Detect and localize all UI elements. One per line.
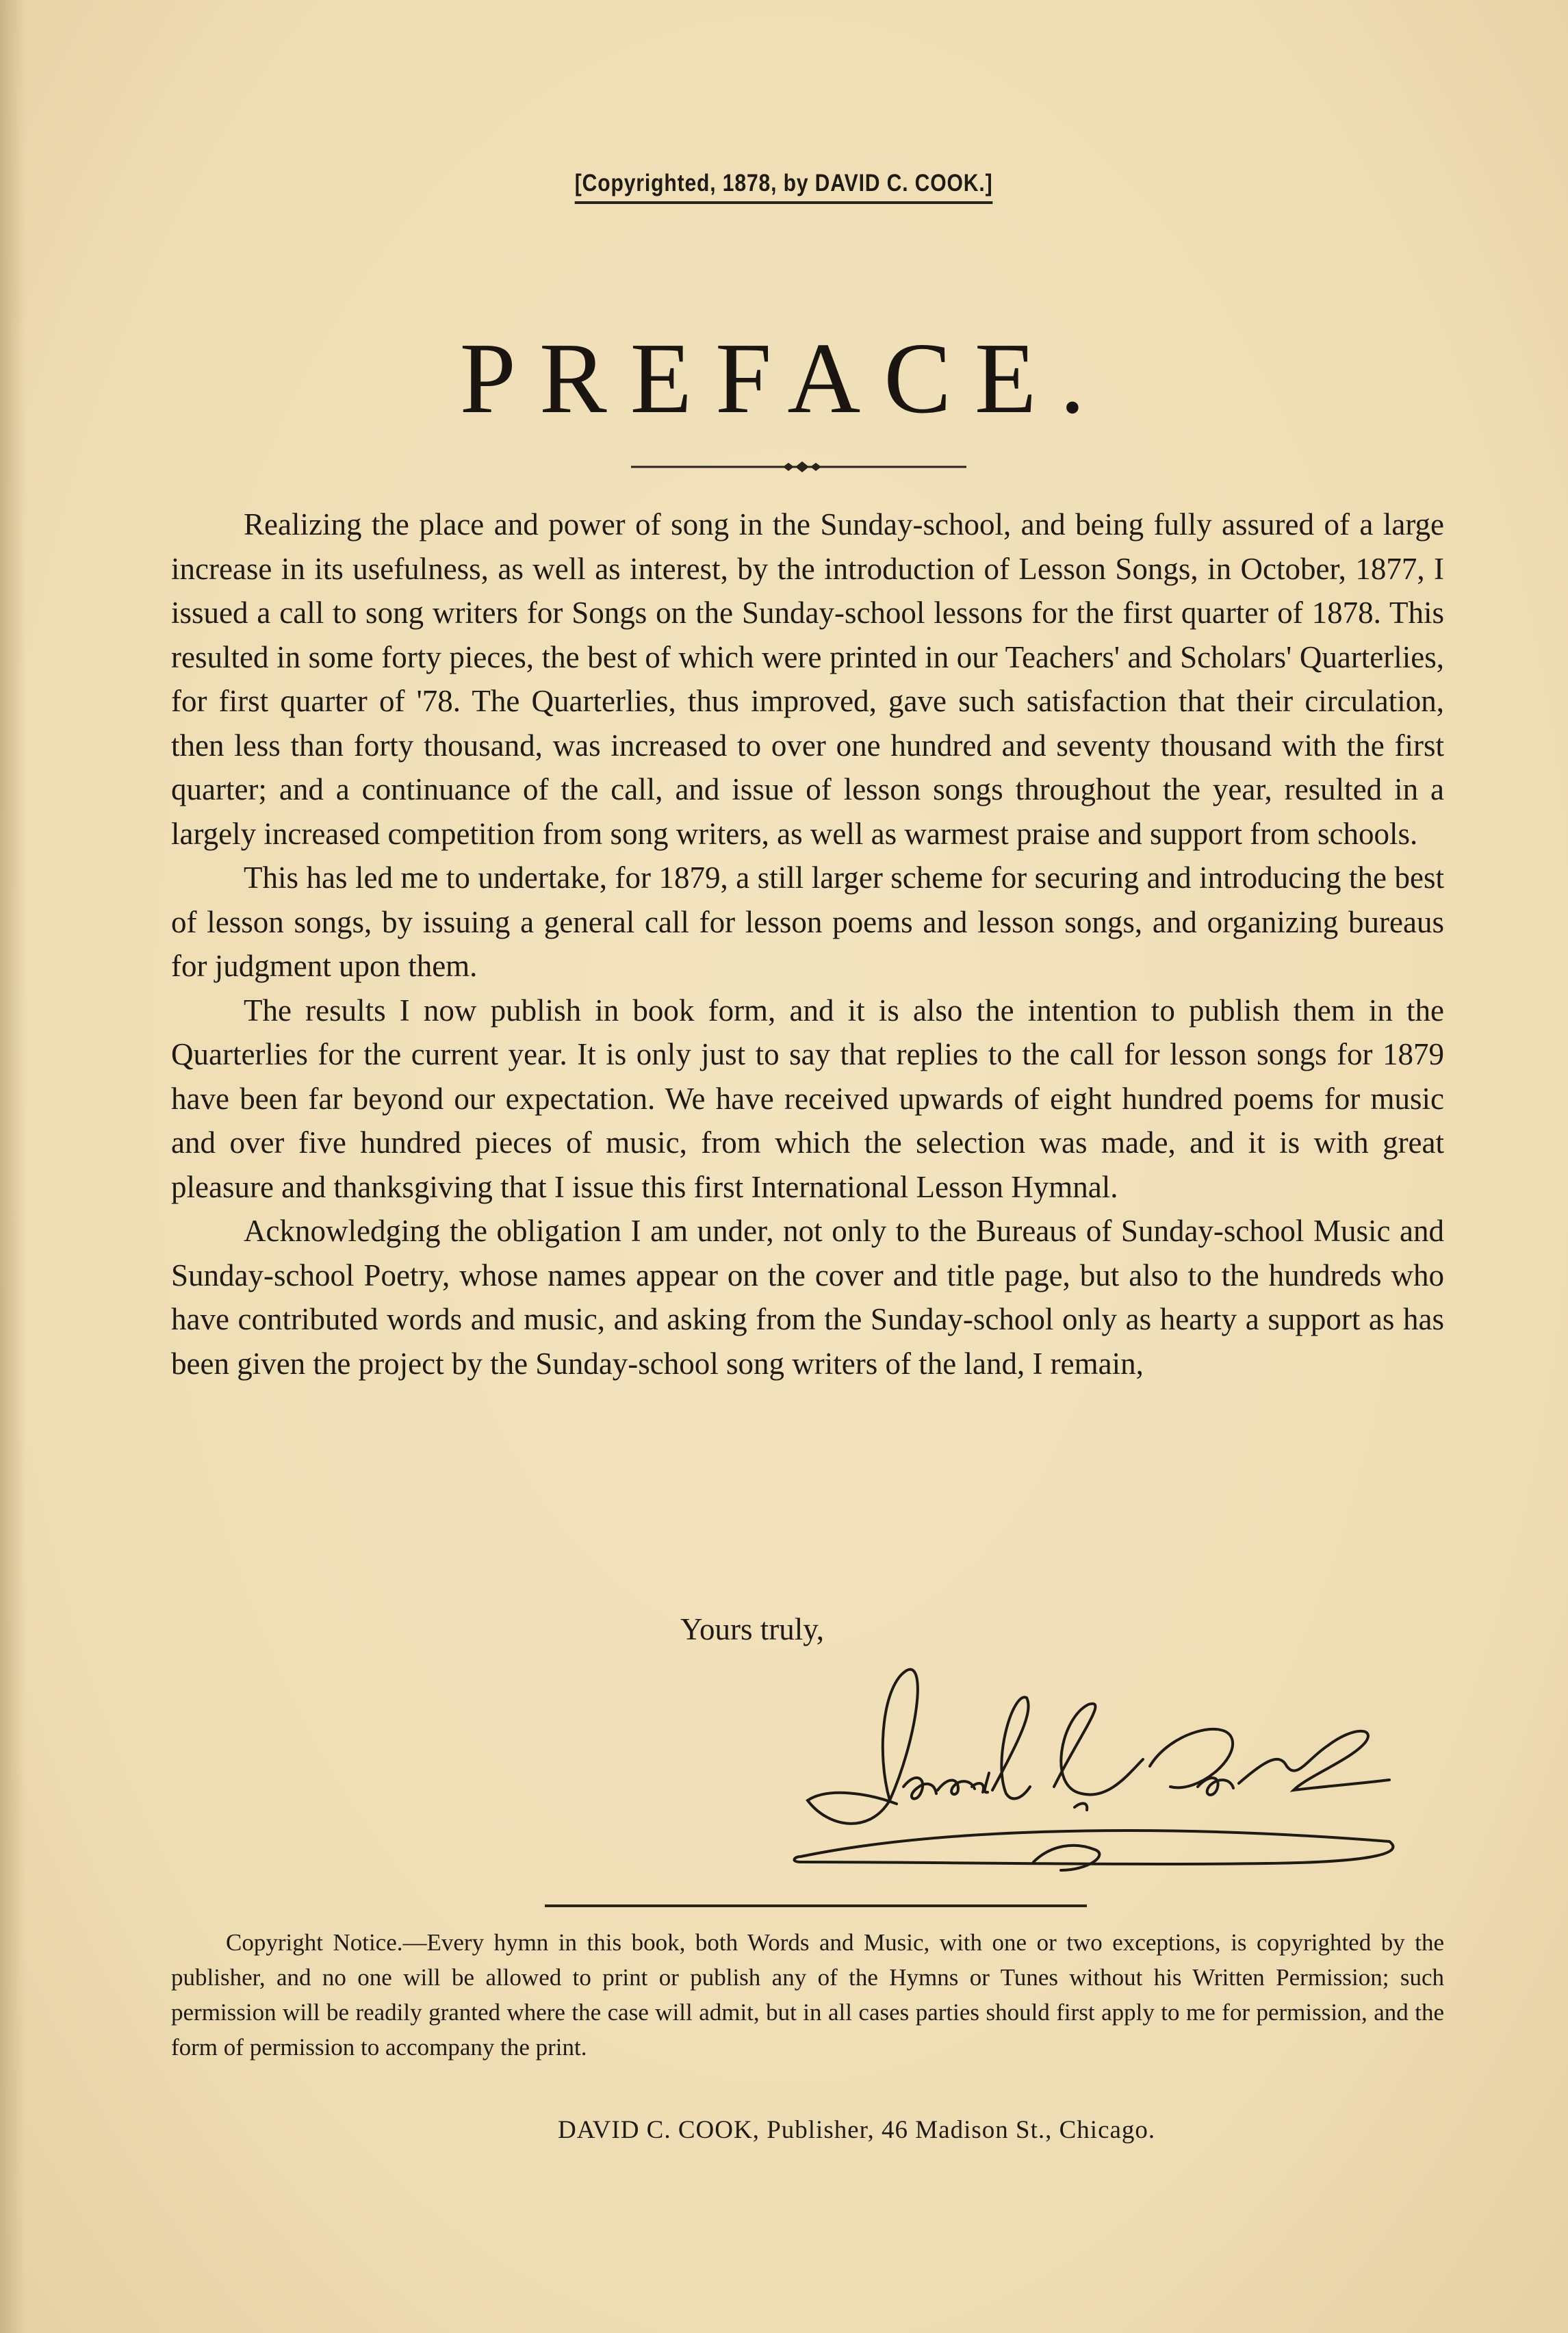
copyright-line: [Copyrighted, 1878, by DAVID C. COOK.] xyxy=(575,170,993,204)
preface-paragraph: This has led me to undertake, for 1879, a still larger scheme for securing and introducing the best of lesson songs, by issuing a general call for lesson poems and lesson songs, and organizing bureaus for judgment upon them. xyxy=(171,860,1444,983)
title-ornament-rule xyxy=(631,459,966,475)
preface-paragraph: The results I now publish in book form, and it is also the intention to publish them in the Quarterlies for the current year. It is only just to say that replies to the call for lesson songs for 1879 have been far beyond our expectation. We have received upwards of eight hundred poems for music and over five hundred pieces of music, from which the selection was made, and it is with great pleasure and thanksgiving that I issue this first International Lesson Hymnal. xyxy=(171,993,1444,1204)
copyright-header xyxy=(0,170,1568,204)
closing-salutation: Yours truly, xyxy=(680,1612,825,1646)
preface-paragraph: Realizing the place and power of song in the Sunday-school, and being fully assured of a large increase in its usefulness, as well as interest, by the introduction of Lesson Songs, in October, 1877, I issued a call to song writers for Songs on the Sunday-school lessons for the first quarter of 1878. This resulted in some forty pieces, the best of which were printed in our Teachers' and Scholars' Quarterlies, for first quarter of '78. The Quarterlies, thus improved, gave such satisfaction that their circulation, then less than forty thousand, was increased to over one hundred and seventy thousand with the first quarter; and a continuance of the call, and issue of lesson songs throughout the year, resulted in a largely increased competition from song writers, as well as warmest praise and support from schools. xyxy=(171,507,1444,851)
preface-paragraph: Acknowledging the obligation I am under, not only to the Bureaus of Sunday-school Music and Sunday-school Poetry, whose names appear on the cover and title page, but also to the hundreds who have contributed words and music, and asking from the Sunday-school only as hearty a support as has been given the project by the Sunday-school song writers of the land, I remain, xyxy=(171,1214,1444,1381)
separator-rule xyxy=(545,1904,1087,1907)
publisher-line: DAVID C. COOK, Publisher, 46 Madison St., Chicago. xyxy=(558,2116,1156,2144)
copyright-notice-text: Copyright Notice.—Every hymn in this book, both Words and Music, with one or two exceptions, is copyrighted by the publisher, and no one will be allowed to print or publish any of the Hymns or Tunes without his Written Permission; such permission will be readily granted where the case will admit, but in all cases parties should first apply to me for permission, and the form of permission to accompany the print. xyxy=(171,1929,1444,2061)
copyright-notice xyxy=(171,1925,1444,2065)
page-title: PREFACE. xyxy=(459,322,1109,435)
preface-body xyxy=(171,502,1444,1386)
handwritten-signature xyxy=(787,1657,1437,1883)
